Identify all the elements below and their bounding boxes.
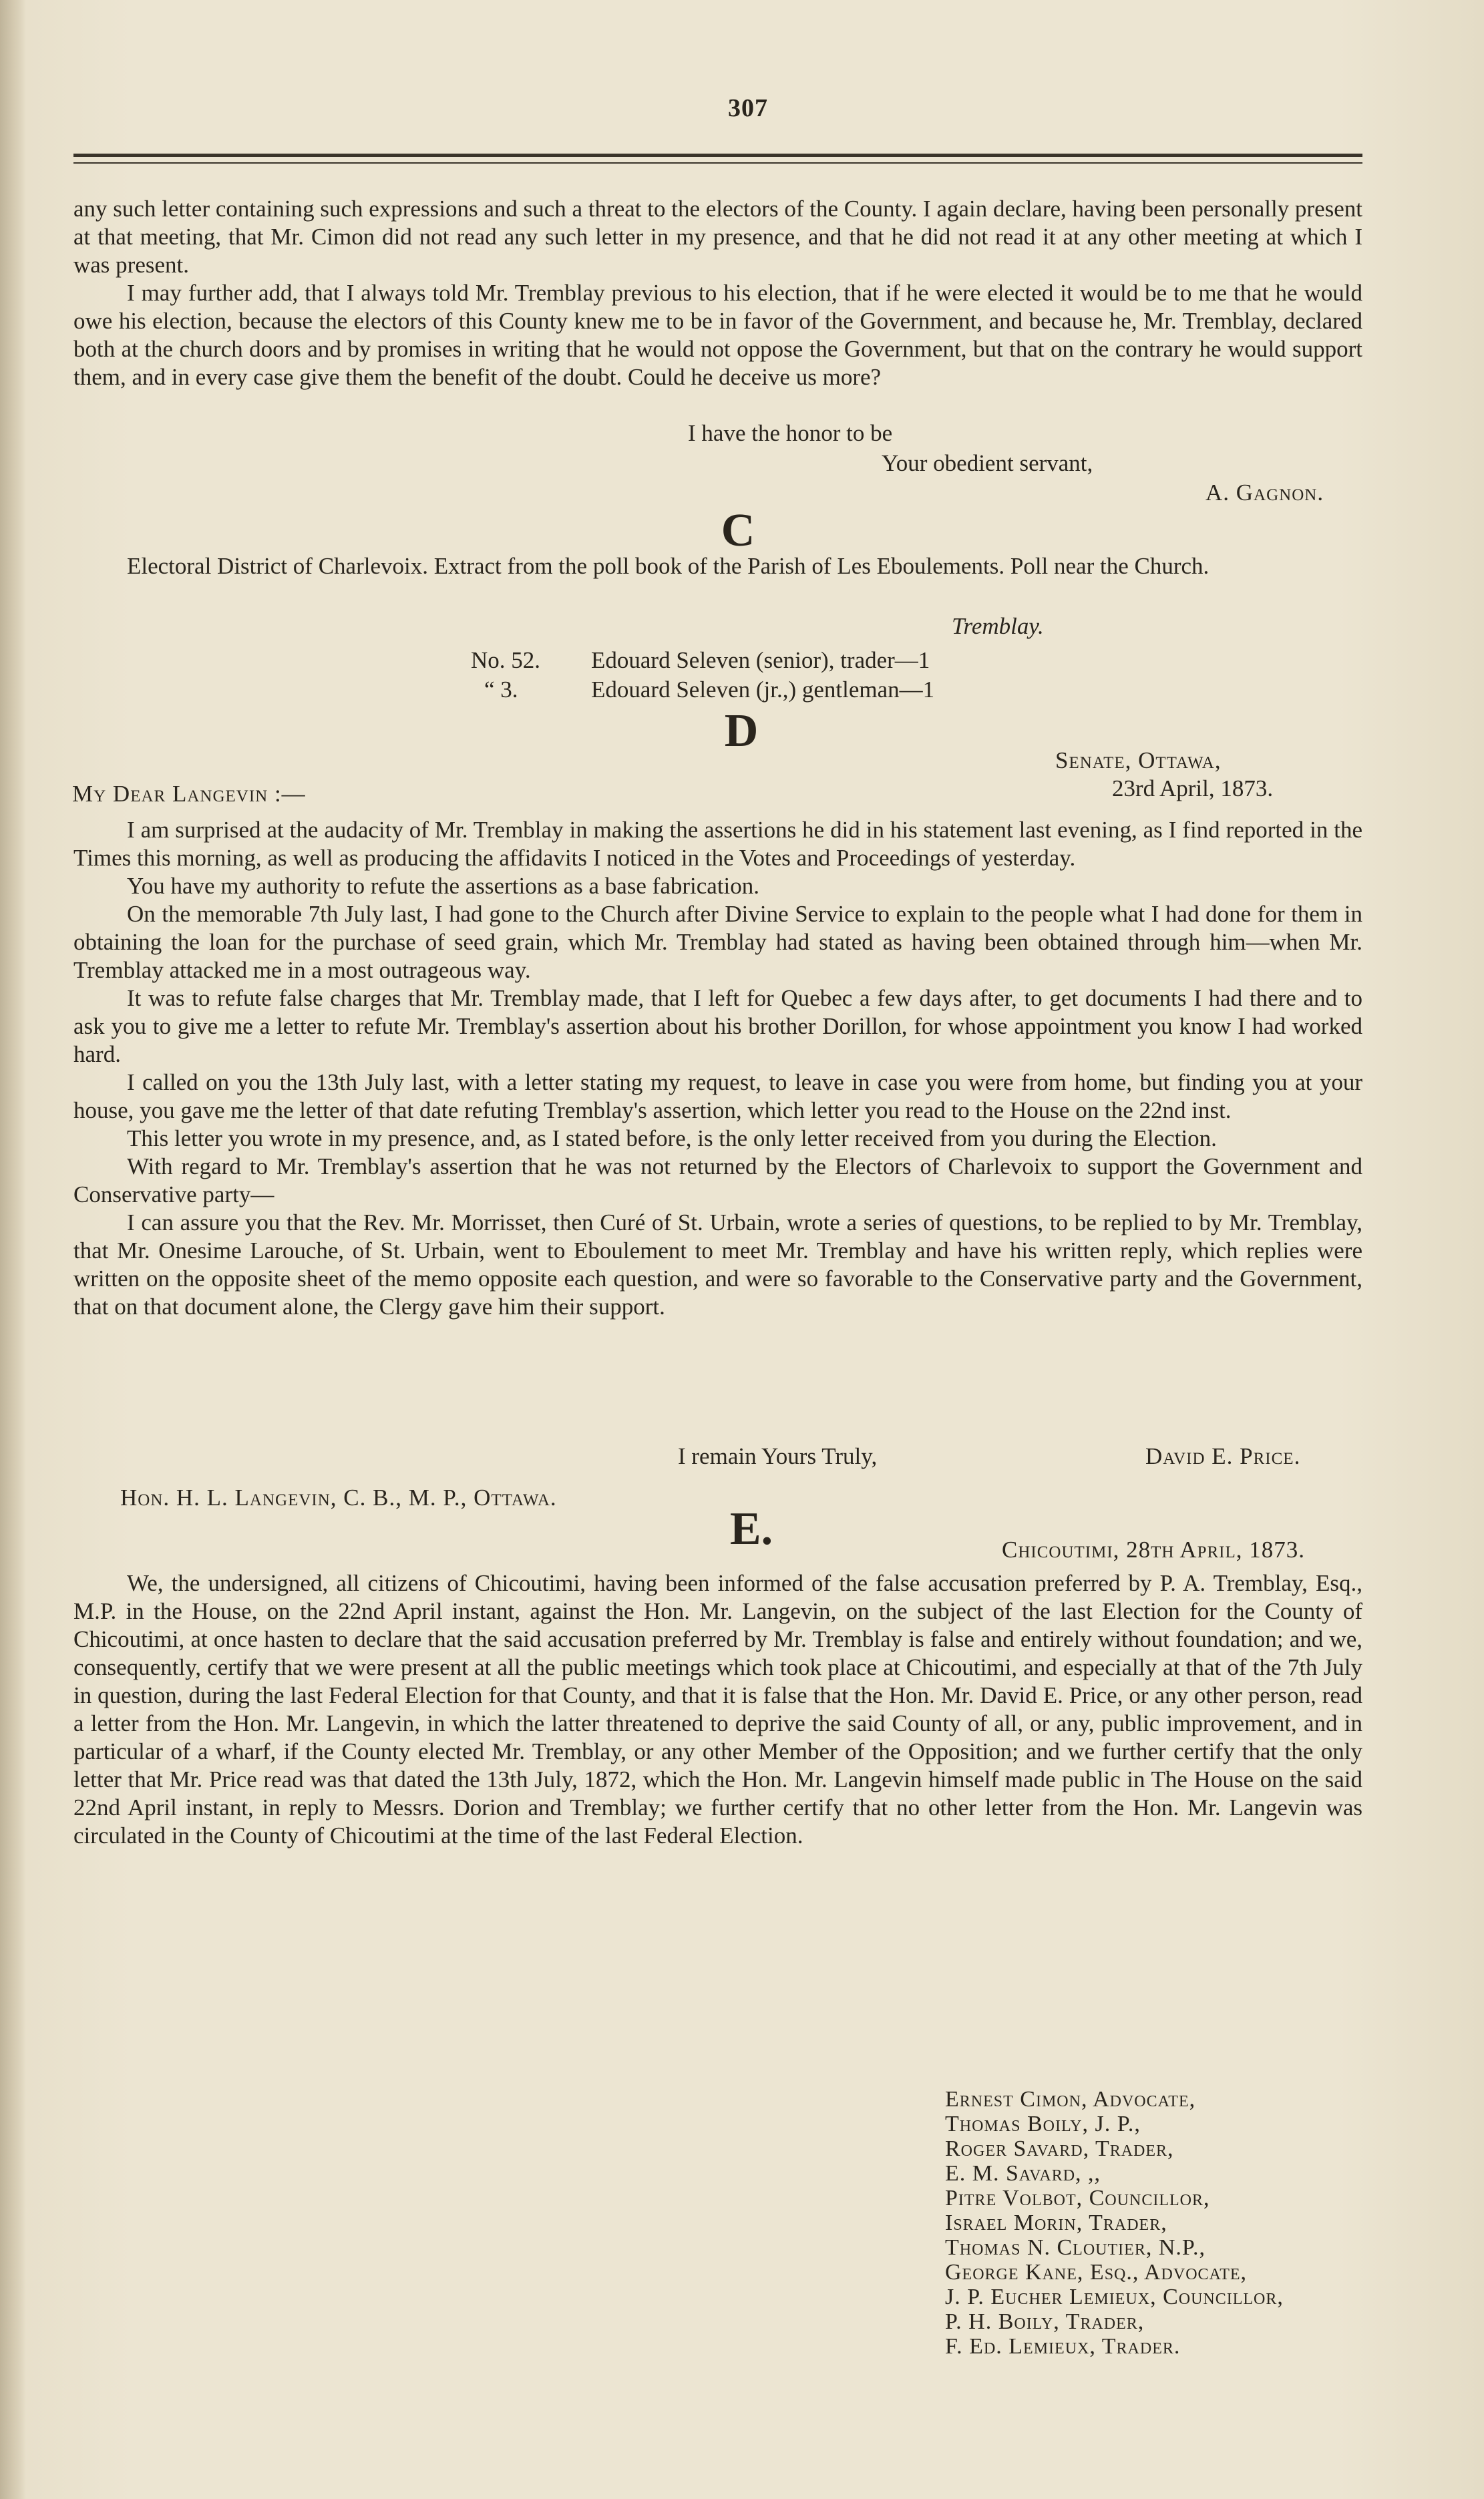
signatory-list bbox=[945, 2087, 1284, 2359]
section-b-closing-2: Your obedient servant, bbox=[882, 450, 1093, 476]
section-c-intro: Electoral District of Charlevoix. Extract from the poll book of the Parish of Les Eboulements. Poll near the Church. bbox=[127, 553, 1210, 579]
section-d-place: Senate, Ottawa, bbox=[1055, 747, 1222, 773]
page-binding-shadow bbox=[0, 0, 25, 2499]
section-b-body bbox=[73, 195, 1362, 391]
section-d-paragraph-4: It was to refute false charges that Mr. Tremblay made, that I left for Quebec a few days after, to get documents I had there and to ask you to give me a letter to refute Mr. Tremblay's assertion about his brother Dorillon, for whose appointment you know I had worked hard. bbox=[73, 985, 1362, 1067]
section-e-paragraph: We, the undersigned, all citizens of Chicoutimi, having been informed of the false accusation preferred by P. A. Tremblay, Esq., M.P. in the House, on the 22nd April instant, against the Hon. Mr. Langevin, on the subject of the last Election for the County of Chicoutimi, at once hasten to declare that the said accusation preferred by Mr. Tremblay is false and entirely without foundation; and we, consequently, certify that we were present at all the public meetings which took place at Chicoutimi, and especially at that of the 7th July in question, during the last Federal Election for that County, and that it is false that the Hon. Mr. David E. Price, or any other person, read a letter from the Hon. Mr. Langevin, in which the latter threatened to deprive the said County of all, or any, public improvement, and in particular of a wharf, if the County elected Mr. Tremblay, or any other Member of the Opposition; and we further certify that the only letter that Mr. Price read was that dated the 13th July, 1872, which the Hon. Mr. Langevin himself made public in The House on the said 22nd April instant, in reply to Messrs. Dorion and Tremblay; we further certify that no other letter from the Hon. Mr. Langevin was circulated in the County of Chicoutimi at the time of the last Federal Election. bbox=[73, 1570, 1362, 1849]
section-c-body bbox=[73, 552, 1362, 580]
signatory: J. P. Eucher Lemieux, Councillor, bbox=[945, 2285, 1284, 2309]
header-rule-thin bbox=[73, 162, 1362, 164]
signatory: Ernest Cimon, Advocate, bbox=[945, 2087, 1196, 2112]
section-e-heading: E. bbox=[729, 1503, 773, 1555]
section-d-date: 23rd April, 1873. bbox=[1112, 775, 1274, 801]
section-b-signature: A. Gagnon. bbox=[1205, 479, 1324, 506]
poll-entry-1: Edouard Seleven (senior), trader—1 bbox=[591, 647, 930, 673]
section-e-dateline: Chicoutimi, 28th April, 1873. bbox=[1002, 1537, 1306, 1563]
section-b-closing-1: I have the honor to be bbox=[688, 420, 893, 446]
poll-entry-2-number: “ 3. bbox=[484, 677, 518, 703]
section-d-heading: D bbox=[724, 705, 759, 757]
section-b-paragraph-1: any such letter containing such expressions and such a threat to the electors of the County. I again declare, having been personally present at that meeting, that Mr. Cimon did not read any such letter in my presence, and that he did not read it at any other meeting at which I was present. bbox=[73, 196, 1362, 278]
section-c-column-heading: Tremblay. bbox=[952, 613, 1044, 639]
section-d-addressee: Hon. H. L. Langevin, C. B., M. P., Ottawa. bbox=[120, 1485, 557, 1511]
section-d-paragraph-6: This letter you wrote in my presence, and, as I stated before, is the only letter received from you during the Election. bbox=[127, 1125, 1217, 1151]
section-d-paragraph-5: I called on you the 13th July last, with a letter stating my request, to leave in case you were from home, but finding you at your house, you gave me the letter of that date refuting Tremblay's assertion, which letter you read to the House on the 22nd inst. bbox=[73, 1069, 1362, 1123]
signatory: Thomas N. Cloutier, N.P., bbox=[945, 2235, 1206, 2260]
signatory: P. H. Boily, Trader, bbox=[945, 2309, 1145, 2334]
section-e-body bbox=[73, 1569, 1362, 1850]
poll-entry-1-number: No. 52. bbox=[471, 647, 541, 673]
poll-entry-2: Edouard Seleven (jr.,) gentleman—1 bbox=[591, 677, 935, 703]
section-d-body bbox=[73, 816, 1362, 1321]
signatory: Israel Morin, Trader, bbox=[945, 2210, 1167, 2235]
header-rule-thick bbox=[73, 154, 1362, 157]
section-c-heading: C bbox=[721, 505, 755, 556]
section-d-paragraph-7: With regard to Mr. Tremblay's assertion that he was not returned by the Electors of Charlevoix to support the Government and Conservative party— bbox=[73, 1153, 1362, 1207]
section-d-paragraph-1: I am surprised at the audacity of Mr. Tremblay in making the assertions he did in his statement last evening, as I find reported in the Times this morning, as well as producing the affidavits I noticed in the Votes and Proceedings of yesterday. bbox=[73, 817, 1362, 871]
signatory: F. Ed. Lemieux, Trader. bbox=[945, 2334, 1181, 2359]
section-d-signature: David E. Price. bbox=[1145, 1443, 1301, 1469]
section-b-paragraph-2: I may further add, that I always told Mr. Tremblay previous to his election, that if he were elected it would be to me that he would owe his election, because the electors of this County knew me to be in favor of the Government, and because he, Mr. Tremblay, declared both at the church doors and by promises in writing that he would not oppose the Government, but that on the contrary he would support them, and in every case give them the benefit of the doubt. Could he deceive us more? bbox=[73, 280, 1362, 390]
section-d-closing: I remain Yours Truly, bbox=[678, 1443, 878, 1469]
signatory: E. M. Savard, ,, bbox=[945, 2161, 1101, 2186]
signatory: Thomas Boily, J. P., bbox=[945, 2112, 1141, 2136]
section-d-salutation: My Dear Langevin :— bbox=[72, 781, 306, 807]
signatory: Roger Savard, Trader, bbox=[945, 2136, 1174, 2161]
section-d-paragraph-8: I can assure you that the Rev. Mr. Morrisset, then Curé of St. Urbain, wrote a series of questions, to be replied to by Mr. Tremblay, that Mr. Onesime Larouche, of St. Urbain, went to Eboulement to meet Mr. Tremblay and have his written reply, which replies were written on the opposite sheet of the memo opposite each question, and were so favorable to the Conservative party and the Government, that on that document alone, the Clergy gave him their support. bbox=[73, 1209, 1362, 1320]
section-d-paragraph-3: On the memorable 7th July last, I had gone to the Church after Divine Service to explain to the people what I had done for them in obtaining the loan for the purchase of seed grain, which Mr. Tremblay had stated as having been obtained through him—when Mr. Tremblay attacked me in a most outrageous way. bbox=[73, 901, 1362, 983]
page-number: 307 bbox=[728, 94, 768, 122]
signatory: Pitre Volbot, Councillor, bbox=[945, 2186, 1210, 2210]
signatory: George Kane, Esq., Advocate, bbox=[945, 2260, 1248, 2285]
section-d-paragraph-2: You have my authority to refute the assertions as a base fabrication. bbox=[127, 873, 760, 899]
